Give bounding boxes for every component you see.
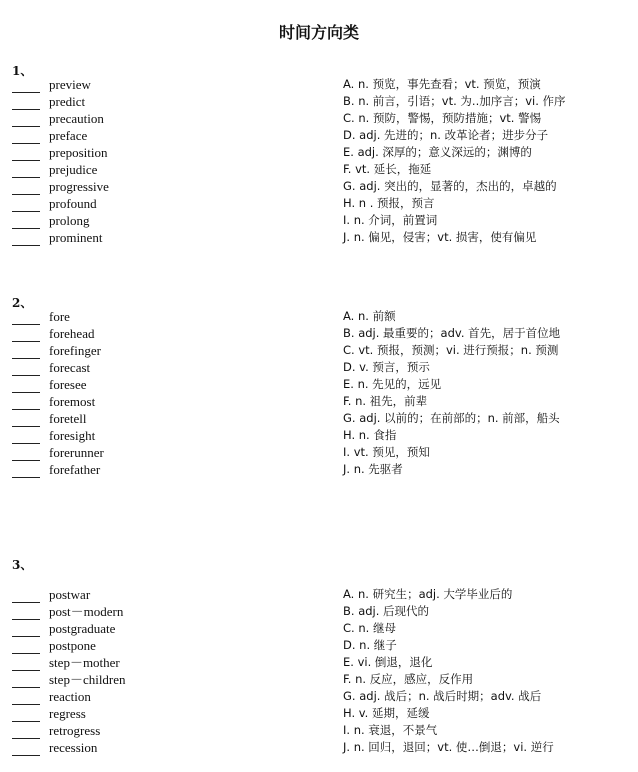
answer-blank[interactable]	[12, 329, 40, 342]
word-list	[12, 76, 109, 246]
word-text: retrogress	[49, 723, 101, 738]
definition-item: C. vt. 预报，预测；vi. 进行预报；n. 预测	[343, 343, 559, 357]
word-item	[12, 688, 126, 705]
word-item	[12, 161, 109, 178]
answer-blank[interactable]	[12, 743, 40, 756]
word-text: foresee	[49, 377, 87, 392]
word-item	[12, 127, 109, 144]
definition-item: C. n. 继母	[343, 621, 396, 635]
definition-item: H. n . 预报，预言	[343, 196, 435, 210]
word-text: regress	[49, 706, 86, 721]
definition-item: E. n. 先见的，远见	[343, 377, 442, 391]
word-text: foresight	[49, 428, 96, 443]
word-text: postgraduate	[49, 621, 116, 636]
word-text: post－modern	[49, 604, 124, 619]
word-text: forefinger	[49, 343, 101, 358]
word-text: step－children	[49, 672, 126, 687]
word-item	[12, 195, 109, 212]
word-text: precaution	[49, 111, 104, 126]
word-text: forecast	[49, 360, 91, 375]
word-item	[12, 144, 109, 161]
answer-blank[interactable]	[12, 312, 40, 325]
definition-item: J. n. 回归，退回；vt. 使…倒退；vi. 逆行	[343, 740, 554, 754]
page-title: 时间方向类	[278, 23, 359, 42]
definition-item: H. n. 食指	[343, 428, 397, 442]
answer-blank[interactable]	[12, 692, 40, 705]
word-text: postwar	[49, 587, 91, 602]
word-item	[12, 671, 126, 688]
word-item	[12, 359, 104, 376]
word-text: postpone	[49, 638, 96, 653]
definition-item: C. n. 预防，警惕，预防措施；vt. 警惕	[343, 111, 542, 125]
word-item	[12, 376, 104, 393]
definition-list	[343, 308, 560, 478]
answer-blank[interactable]	[12, 414, 40, 427]
answer-blank[interactable]	[12, 675, 40, 688]
definition-item: I. n. 介词，前置词	[343, 213, 438, 227]
definition-item: F. n. 反应，感应，反作用	[343, 672, 474, 686]
answer-blank[interactable]	[12, 726, 40, 739]
definition-item: G. adj. 突出的，显著的，杰出的，卓越的	[343, 179, 557, 193]
answer-blank[interactable]	[12, 233, 40, 246]
word-list	[12, 586, 126, 756]
definition-item: J. n. 偏见，侵害；vt. 损害，使有偏见	[343, 230, 537, 244]
word-item	[12, 620, 126, 637]
answer-blank[interactable]	[12, 380, 40, 393]
definition-item: D. v. 预言，预示	[343, 360, 430, 374]
word-item	[12, 212, 109, 229]
definition-list	[343, 586, 554, 756]
answer-blank[interactable]	[12, 148, 40, 161]
definition-item: F. n. 祖先，前辈	[343, 394, 428, 408]
answer-blank[interactable]	[12, 397, 40, 410]
word-item	[12, 178, 109, 195]
word-item	[12, 325, 104, 342]
word-item	[12, 229, 109, 246]
word-text: foretell	[49, 411, 87, 426]
word-item	[12, 93, 109, 110]
word-text: prolong	[49, 213, 90, 228]
word-item	[12, 110, 109, 127]
word-text: foremost	[49, 394, 96, 409]
answer-blank[interactable]	[12, 431, 40, 444]
definition-item: A. n. 前额	[343, 309, 396, 323]
answer-blank[interactable]	[12, 131, 40, 144]
answer-blank[interactable]	[12, 641, 40, 654]
definition-list	[343, 76, 566, 246]
word-text: prominent	[49, 230, 103, 245]
word-item	[12, 410, 104, 427]
word-text: forerunner	[49, 445, 104, 460]
definition-item: A. n. 研究生；adj. 大学毕业后的	[343, 587, 513, 601]
word-item	[12, 427, 104, 444]
definition-item: I. vt. 预见，预知	[343, 445, 430, 459]
answer-blank[interactable]	[12, 97, 40, 110]
definition-item: B. n. 前言，引语；vt. 为..加序言；vi. 作序	[343, 94, 566, 108]
definition-item: A. n. 预览，事先查看；vt. 预览，预演	[343, 77, 541, 91]
answer-blank[interactable]	[12, 607, 40, 620]
word-item	[12, 342, 104, 359]
answer-blank[interactable]	[12, 448, 40, 461]
word-text: predict	[49, 94, 86, 109]
answer-blank[interactable]	[12, 590, 40, 603]
word-item	[12, 76, 109, 93]
answer-blank[interactable]	[12, 709, 40, 722]
word-text: forefather	[49, 462, 101, 477]
definition-item: G. adj. 战后；n. 战后时期；adv. 战后	[343, 689, 542, 703]
answer-blank[interactable]	[12, 658, 40, 671]
answer-blank[interactable]	[12, 465, 40, 478]
answer-blank[interactable]	[12, 165, 40, 178]
word-text: preposition	[49, 145, 108, 160]
word-text: preface	[49, 128, 88, 143]
answer-blank[interactable]	[12, 624, 40, 637]
word-item	[12, 444, 104, 461]
definition-item: G. adj. 以前的；在前部的；n. 前部，船头	[343, 411, 560, 425]
section-number: 3、	[12, 558, 33, 572]
word-item	[12, 637, 126, 654]
definition-item: D. n. 继子	[343, 638, 397, 652]
definition-item: I. n. 衰退，不景气	[343, 723, 438, 737]
answer-blank[interactable]	[12, 363, 40, 376]
word-item	[12, 308, 104, 325]
definition-item: H. v. 延期，延缓	[343, 706, 430, 720]
definition-item: F. vt. 延长，拖延	[343, 162, 432, 176]
answer-blank[interactable]	[12, 346, 40, 359]
word-item	[12, 705, 126, 722]
definition-item: J. n. 先驱者	[343, 462, 403, 476]
word-text: progressive	[49, 179, 109, 194]
definition-item: D. adj. 先进的；n. 改革论者；进步分子	[343, 128, 549, 142]
word-text: reaction	[49, 689, 91, 704]
word-item	[12, 461, 104, 478]
word-item	[12, 739, 126, 756]
word-item	[12, 722, 126, 739]
word-text: forehead	[49, 326, 95, 341]
definition-item: E. adj. 深厚的；意义深远的；渊博的	[343, 145, 532, 159]
definition-item: B. adj. 后现代的	[343, 604, 430, 618]
answer-blank[interactable]	[12, 216, 40, 229]
definition-item: E. vi. 倒退，退化	[343, 655, 433, 669]
answer-blank[interactable]	[12, 199, 40, 212]
answer-blank[interactable]	[12, 114, 40, 127]
word-item	[12, 654, 126, 671]
definition-item: B. adj. 最重要的；adv. 首先，居于首位地	[343, 326, 561, 340]
section-number: 1、	[12, 64, 33, 78]
word-text: recession	[49, 740, 98, 755]
section-number: 2、	[12, 296, 33, 310]
word-text: step－mother	[49, 655, 120, 670]
word-text: prejudice	[49, 162, 98, 177]
word-item	[12, 603, 126, 620]
word-text: profound	[49, 196, 97, 211]
word-text: preview	[49, 77, 91, 92]
word-list	[12, 308, 104, 478]
word-item	[12, 586, 126, 603]
answer-blank[interactable]	[12, 182, 40, 195]
word-text: fore	[49, 309, 70, 324]
answer-blank[interactable]	[12, 80, 40, 93]
word-item	[12, 393, 104, 410]
